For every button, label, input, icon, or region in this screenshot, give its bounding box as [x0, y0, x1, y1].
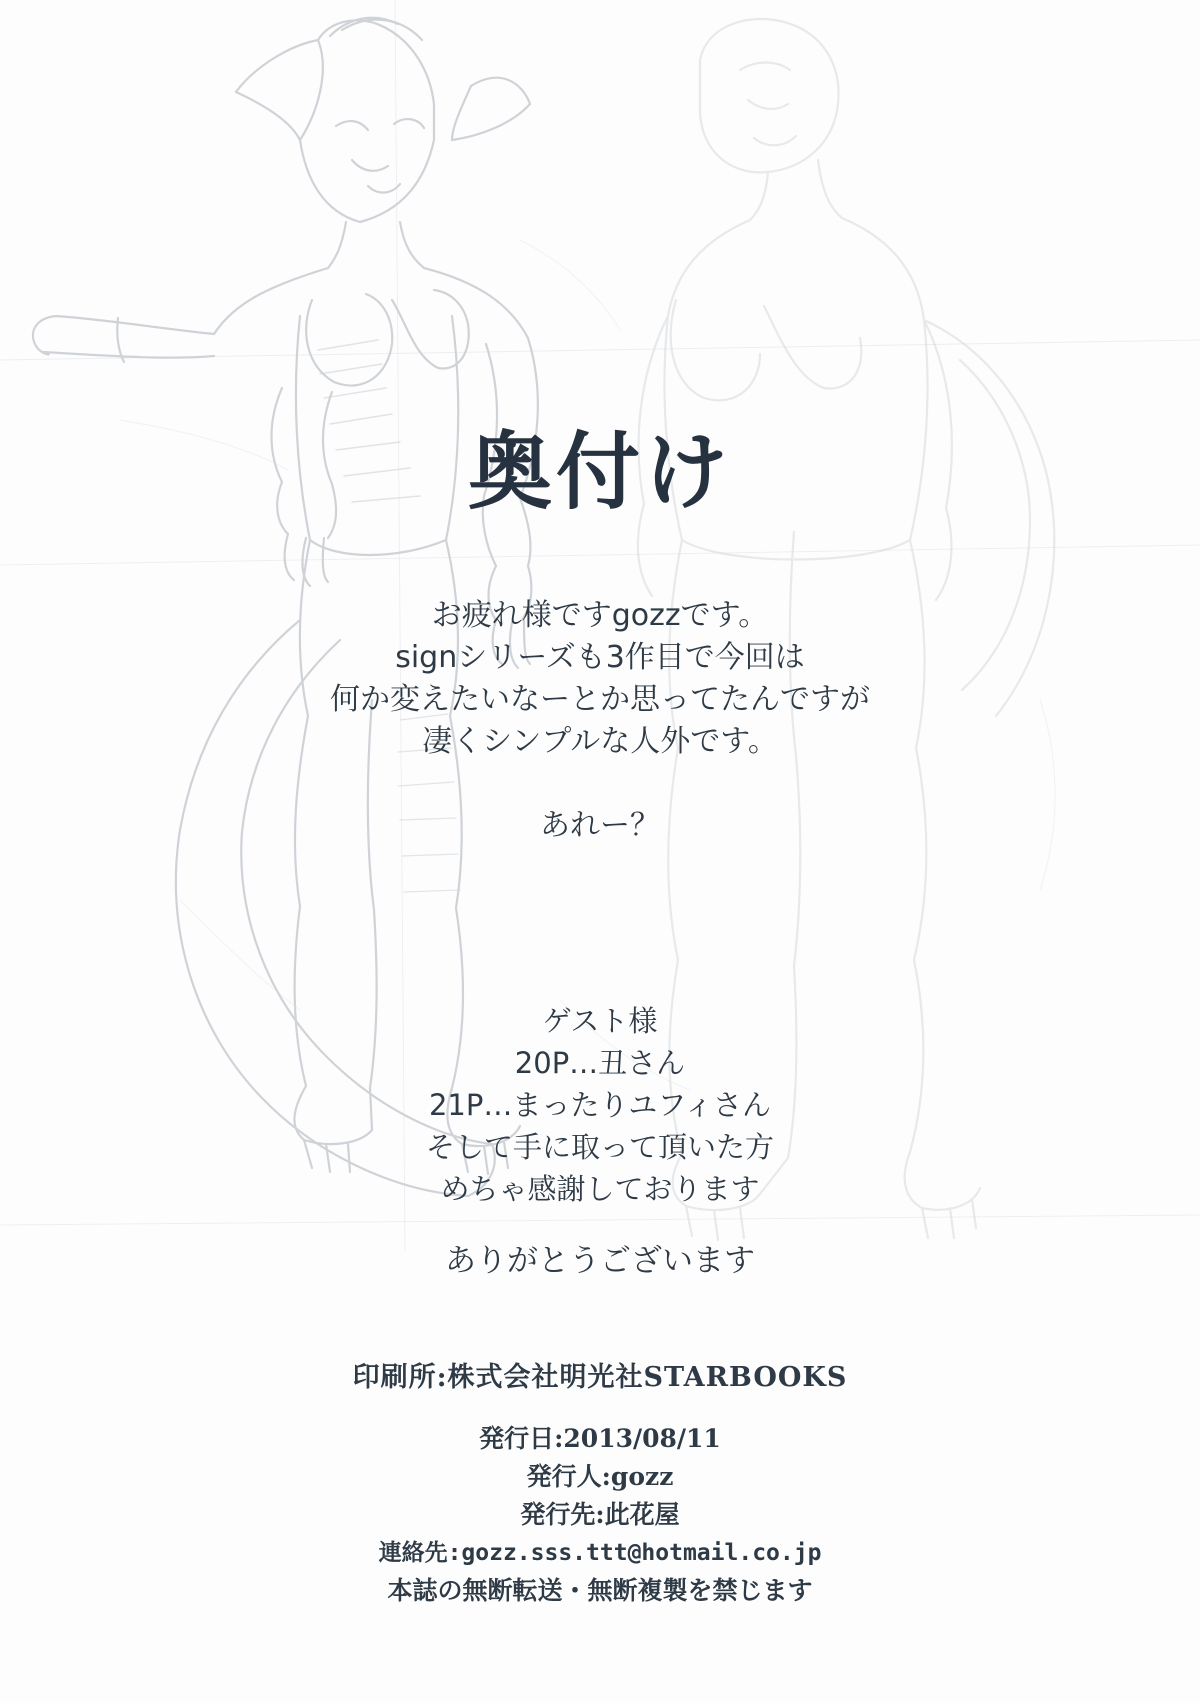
thanks-text: ありがとうございます	[445, 1243, 755, 1279]
publication-date: 発行日:2013/08/11	[479, 1424, 721, 1453]
intro-line-2: signシリーズも3作目で今回は	[395, 640, 805, 675]
printer-info: 印刷所:株式会社明光社STARBOOKS	[352, 1362, 848, 1393]
page-title: 奥付け	[467, 423, 732, 521]
intro-line-3: 何か変えたいなーとか思ってたんですが	[330, 682, 870, 717]
aside-text: あれー？	[540, 808, 660, 843]
intro-paragraph	[0, 595, 1200, 763]
guest-line-21p: 21P…まったりユフィさん	[428, 1088, 772, 1122]
copyright-notice: 本誌の無断転送・無断複製を禁じます	[387, 1576, 813, 1605]
publisher-person: 発行人:gozz	[526, 1462, 674, 1491]
guest-credits	[0, 1000, 1200, 1210]
intro-line-4: 凄くシンプルな人外です。	[422, 724, 778, 759]
guest-line-20p: 20P…丑さん	[514, 1046, 686, 1080]
reader-thanks-line-1: そして手に取って頂いた方	[425, 1130, 774, 1164]
contact-email: 連絡先:gozz.sss.ttt@hotmail.co.jp	[378, 1540, 822, 1566]
guest-heading: ゲスト様	[542, 1004, 658, 1038]
publisher-circle: 発行先:此花屋	[520, 1500, 680, 1529]
reader-thanks-line-2: めちゃ感謝しております	[440, 1172, 760, 1206]
intro-line-1: お疲れ様ですgozzです。	[431, 598, 769, 633]
colophon-details	[0, 1420, 1200, 1610]
